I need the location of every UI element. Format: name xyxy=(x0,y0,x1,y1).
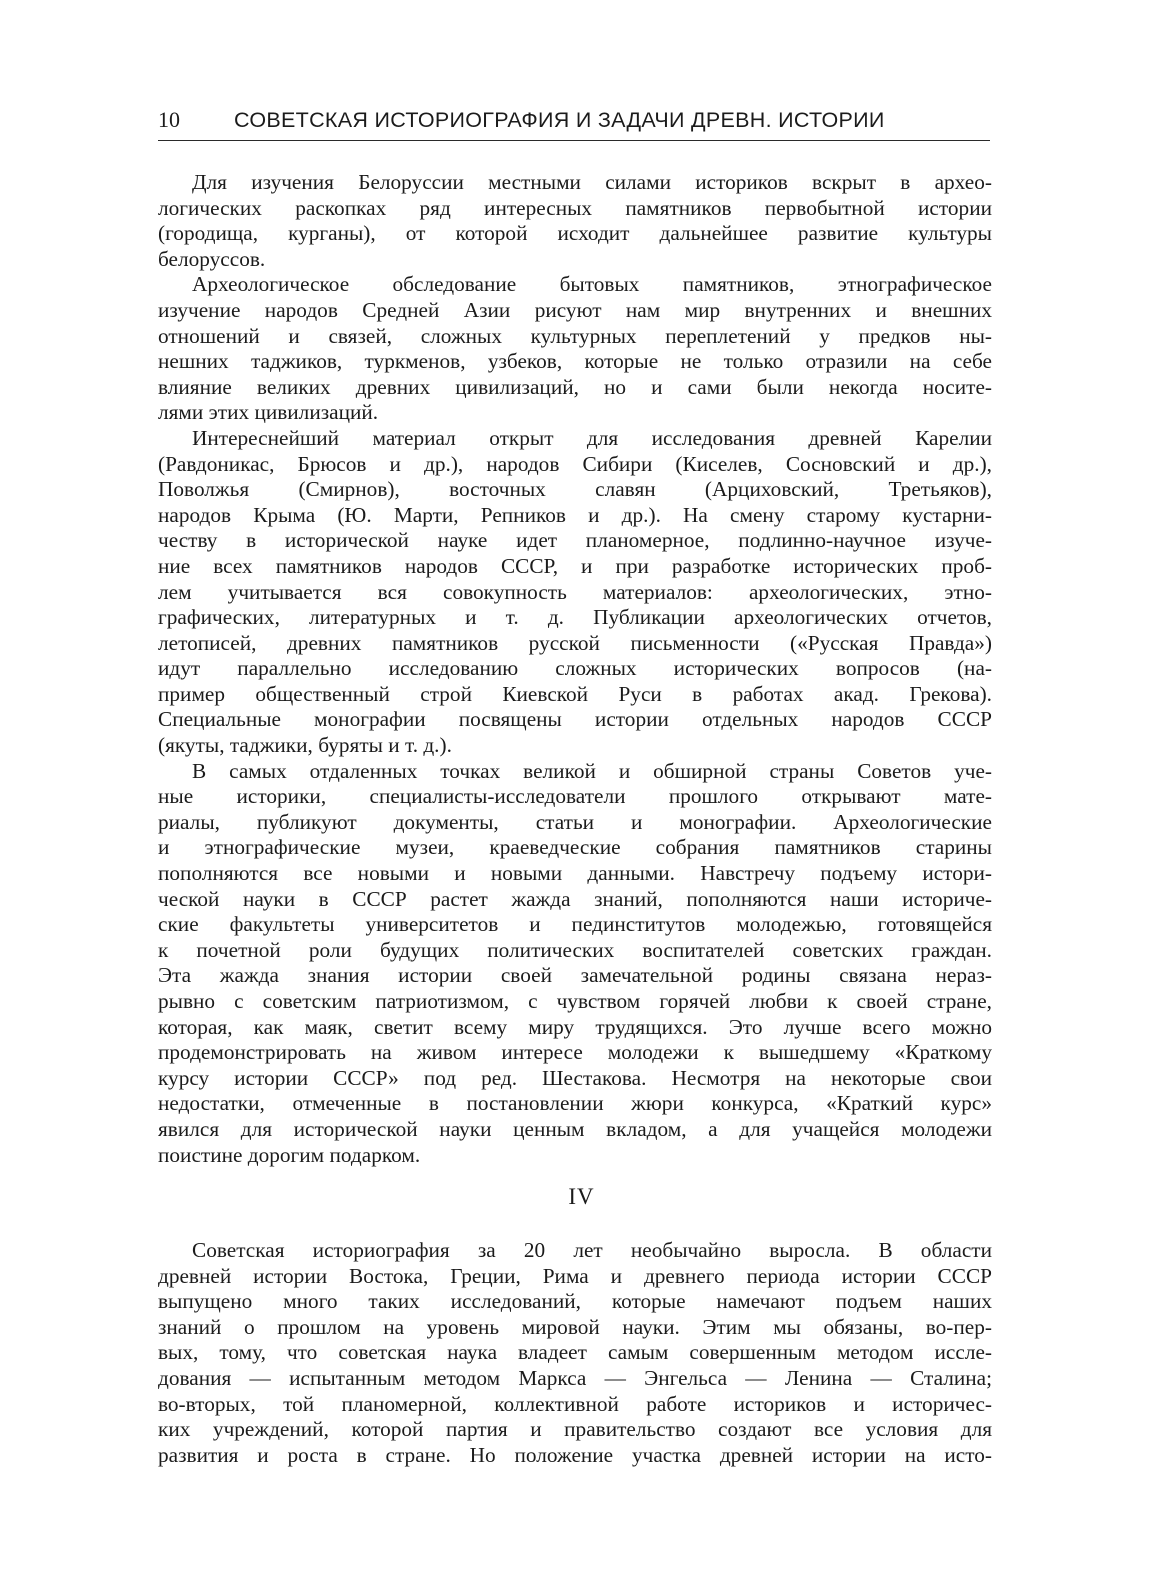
text-block-before-section xyxy=(158,170,992,1168)
running-header xyxy=(158,106,990,141)
text-line: пополняются все новыми и новыми данными. Навстречу подъему истори- xyxy=(158,861,992,886)
text-line: и этнографические музеи, краеведческие собрания памятников старины xyxy=(158,835,992,860)
text-line: ские факультеты университетов и пединститутов молодежью, готовящейся xyxy=(158,912,992,937)
text-line: выпущено много таких исследований, которые намечают подъем наших xyxy=(158,1289,992,1314)
text-line: к почетной роли будущих политических воспитателей советских граждан. xyxy=(158,937,992,962)
text-line: Специальные монографии посвящены истории отдельных народов СССР xyxy=(158,707,992,732)
text-line: Поволжья (Смирнов), восточных славян (Арциховский, Третьяков), xyxy=(158,477,992,502)
text-line: курсу истории СССР» под ред. Шестакова. Несмотря на некоторые свои xyxy=(158,1065,992,1090)
text-line: явился для исторической науки ценным вкладом, а для учащейся молодежи xyxy=(158,1116,992,1141)
text-line: белоруссов. xyxy=(158,246,266,271)
text-line: риалы, публикуют документы, статьи и монографии. Археологические xyxy=(158,809,992,834)
text-line: Археологическое обследование бытовых памятников, этнографическое xyxy=(192,272,992,297)
text-line: влияние великих древних цивилизаций, но и сами были некогда носите- xyxy=(158,374,992,399)
text-line: которая, как маяк, светит всему миру трудящихся. Это лучше всего можно xyxy=(158,1014,992,1039)
text-line: ческой науки в СССР растет жажда знаний, пополняются наши историче- xyxy=(158,886,992,911)
section-heading: IV xyxy=(568,1184,595,1209)
text-line: летописей, древних памятников русской письменности («Русская Правда») xyxy=(158,630,992,655)
text-line: ких учреждений, которой партия и правительство создают все условия для xyxy=(158,1417,992,1442)
text-line: недостатки, отмеченные в постановлении жюри конкурса, «Краткий курс» xyxy=(158,1091,992,1116)
text-line: ные историки, специалисты-исследователи прошлого открывают мате- xyxy=(158,784,992,809)
text-block-section-iv xyxy=(158,1238,992,1468)
text-line: Для изучения Белоруссии местными силами историков вскрыт в архео- xyxy=(192,170,992,194)
text-line: поистине дорогим подарком. xyxy=(158,1142,421,1167)
text-line: Интереснейший материал открыт для исследования древней Карелии xyxy=(192,425,992,450)
text-line: лем учитывается вся совокупность материалов: археологических, этно- xyxy=(158,579,992,604)
text-line: знаний о прошлом на уровень мировой науки. Этим мы обязаны, во-пер- xyxy=(158,1314,992,1339)
text-line: ние всех памятников народов СССР, и при разработке исторических проб- xyxy=(158,553,992,578)
text-line: честву в исторической науке идет планомерное, подлинно-научное изуче- xyxy=(158,528,992,553)
text-line: во-вторых, той планомерной, коллективной работе историков и историчес- xyxy=(158,1391,992,1416)
text-line: (Равдоникас, Брюсов и др.), народов Сибири (Киселев, Сосновский и др.), xyxy=(158,451,992,476)
text-line: дования — испытанным методом Маркса — Энгельса — Ленина — Сталина; xyxy=(158,1365,992,1390)
text-line: рывно с советским патриотизмом, с чувством горячей любви к своей стране, xyxy=(158,989,992,1013)
text-line: графических, литературных и т. д. Публикации археологических отчетов, xyxy=(158,605,992,630)
running-title: СОВЕТСКАЯ ИСТОРИОГРАФИЯ И ЗАДАЧИ ДРЕВН. ИСТОРИИ xyxy=(234,108,885,132)
text-line: Советская историография за 20 лет необычайно выросла. В области xyxy=(192,1238,992,1262)
text-line: (городища, курганы), от которой исходит дальнейшее развитие культуры xyxy=(158,221,992,246)
text-line: Эта жажда знания истории своей замечательной родины связана нераз- xyxy=(158,963,992,988)
text-line: лями этих цивилизаций. xyxy=(158,400,379,425)
text-line: изучение народов Средней Азии рисуют нам мир внутренних и внешних xyxy=(158,297,992,322)
text-line: идут параллельно исследованию сложных исторических вопросов (на- xyxy=(158,656,992,681)
page-number: 10 xyxy=(158,107,180,132)
text-line: логических раскопках ряд интересных памятников первобытной истории xyxy=(158,195,992,220)
text-line: вых, тому, что советская наука владеет самым совершенным методом иссле- xyxy=(158,1340,992,1365)
text-line: отношений и связей, сложных культурных переплетений у предков ны- xyxy=(158,323,992,348)
text-line: (якуты, таджики, буряты и т. д.). xyxy=(158,733,452,758)
text-line: развития и роста в стране. Но положение участка древней истории на исто- xyxy=(158,1442,992,1467)
text-line: В самых отдаленных точках великой и обширной страны Советов уче- xyxy=(192,758,992,783)
text-line: древней истории Востока, Греции, Рима и древнего периода истории СССР xyxy=(158,1263,992,1288)
text-line: народов Крыма (Ю. Марти, Репников и др.). На смену старому кустарни- xyxy=(158,502,992,527)
text-line: продемонстрировать на живом интересе молодежи к вышедшему «Краткому xyxy=(158,1040,992,1065)
text-line: нешних таджиков, туркменов, узбеков, которые не только отразили на себе xyxy=(158,349,992,374)
text-line: пример общественный строй Киевской Руси в работах акад. Грекова). xyxy=(158,681,992,706)
